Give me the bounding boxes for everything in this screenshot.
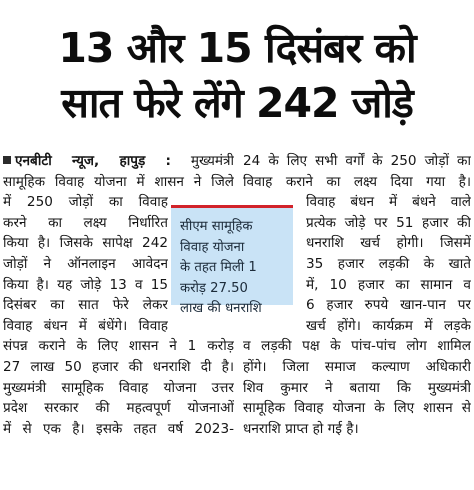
highlight-line: लाख की धनराशि bbox=[180, 301, 262, 316]
byline: एनबीटी न्यूज, हापुड़ : bbox=[15, 153, 171, 169]
headline-line-1: 13 और 15 दिसंबर को bbox=[58, 24, 416, 72]
article-line: जोड़ों ने ऑनलाइन आवेदन bbox=[3, 255, 168, 272]
article-line: सामूहिक विवाह योजना के लिए शासन से bbox=[243, 400, 471, 417]
highlight-line: के तहत मिली 1 bbox=[180, 260, 257, 275]
article-line: संपन्न कराने के लिए शासन ने 1 करोड़ bbox=[3, 338, 234, 355]
article-line: दिसंबर का सात फेरे लेकर bbox=[3, 297, 168, 314]
article-line: किया है। जिसके सापेक्ष 242 bbox=[3, 235, 168, 252]
article-line: 6 हजार रुपये खान-पान पर bbox=[306, 297, 471, 314]
article-line bbox=[3, 151, 234, 172]
article-line: धनराशि खर्च होगी। जिसमें bbox=[306, 235, 471, 252]
highlight-line: सीएम सामूहिक bbox=[180, 219, 253, 234]
article-line: 27 लाख 50 हजार की धनराशि दी है। bbox=[3, 358, 234, 375]
article-line: शिव कुमार ने बताया कि मुख्यमंत्री bbox=[243, 379, 471, 396]
article-line: धनराशि प्राप्त हो गई है। bbox=[243, 420, 359, 437]
article-line: होंगे। जिला समाज कल्याण अधिकारी bbox=[243, 358, 471, 375]
square-bullet-icon bbox=[3, 156, 11, 164]
article-line: सामूहिक विवाह योजना में शासन ने जिले bbox=[3, 173, 234, 190]
article-line: किया है। यह जोड़े 13 व 15 bbox=[3, 276, 168, 293]
article-line: में 250 जोड़ों का विवाह bbox=[3, 194, 168, 211]
headline-line-2: सात फेरे लेंगे 242 जोड़े bbox=[61, 79, 413, 127]
article-line: करने का लक्ष्य निर्धारित bbox=[3, 214, 168, 231]
article-line: में से एक है। इसके तहत वर्ष 2023- bbox=[3, 420, 234, 437]
article-line: विवाह कराने का लक्ष्य दिया गया है। bbox=[243, 173, 471, 190]
highlight-line: विवाह योजना bbox=[180, 239, 245, 255]
article-line: प्रत्येक जोड़े पर 51 हजार की bbox=[306, 214, 471, 231]
article-text: मुख्यमंत्री bbox=[190, 153, 234, 169]
highlight-box bbox=[171, 205, 293, 316]
article-line: प्रदेश सरकार की महत्वपूर्ण योजनाओं bbox=[3, 400, 234, 417]
article-line: 24 के लिए सभी वर्गों के 250 जोड़ों का bbox=[243, 153, 471, 169]
highlight-line: करोड़ 27.50 bbox=[180, 280, 248, 296]
article-line: मुख्यमंत्री सामूहिक विवाह योजना उत्तर bbox=[3, 379, 234, 396]
article-line: में, 10 हजार का सामान व bbox=[306, 276, 471, 293]
article-line: विवाह बंधन में बंधेंगे। विवाह bbox=[3, 317, 168, 334]
article-line: व लड़की पक्ष के पांच-पांच लोग शामिल bbox=[243, 338, 471, 355]
article-line: विवाह बंधन में बंधने वाले bbox=[306, 194, 471, 211]
article-line: 35 हजार लड़की के खाते bbox=[306, 255, 471, 272]
article-line: खर्च होंगे। कार्यक्रम में लड़के bbox=[306, 317, 471, 334]
